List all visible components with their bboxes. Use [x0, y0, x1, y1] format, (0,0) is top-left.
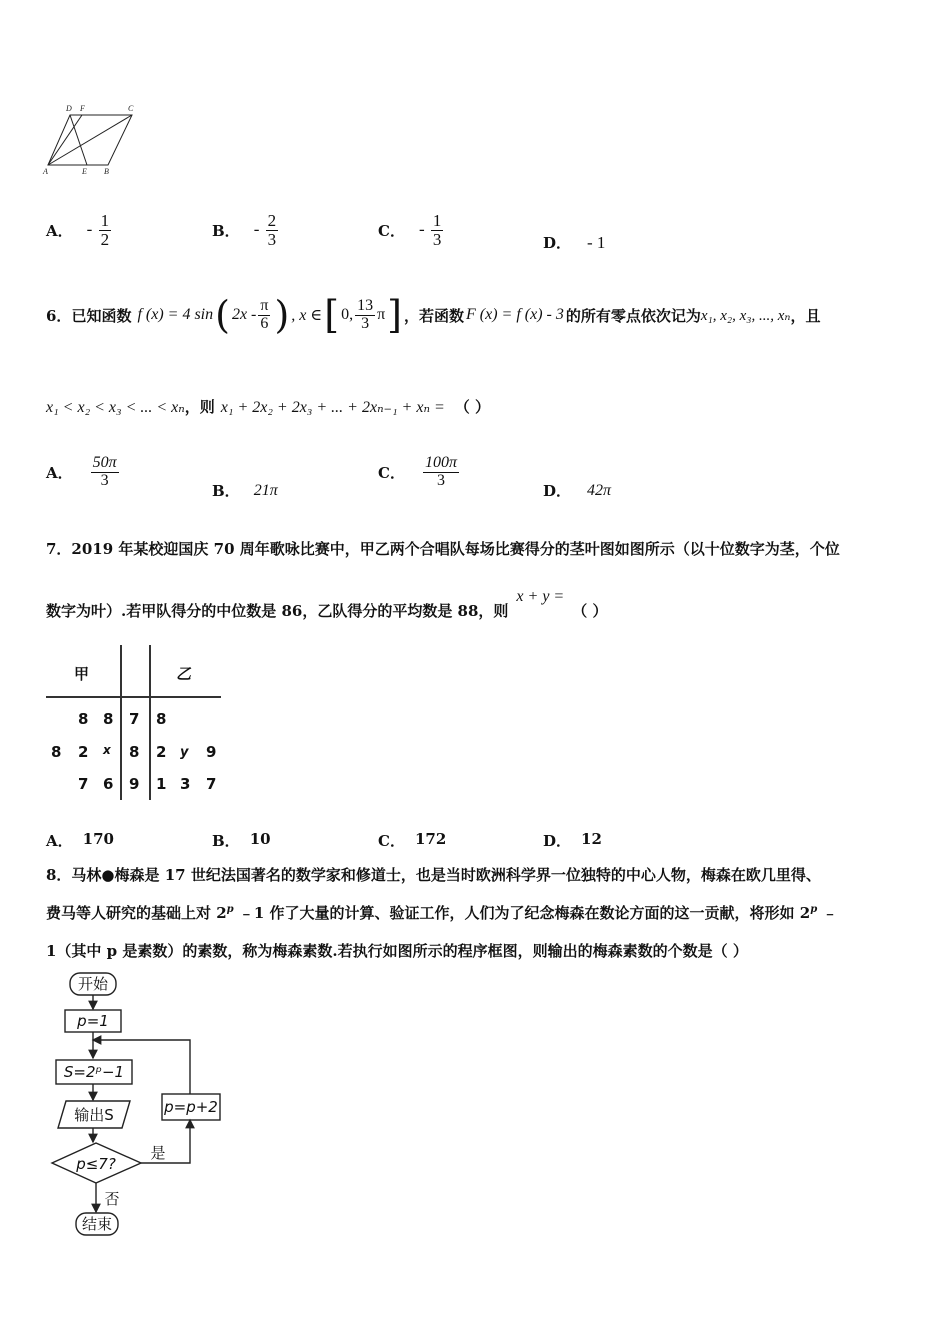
option-denominator: 3 [100, 471, 109, 489]
option-label: D． [543, 832, 572, 850]
label-f: F [80, 104, 85, 113]
q6-interval-pi: π [377, 306, 386, 323]
option-value: 10 [249, 830, 271, 848]
stem-value: 9 [129, 775, 140, 793]
q6-interval-num: 13 [357, 296, 374, 314]
flow-increment-label: p=p+2 [164, 1098, 218, 1116]
option-numerator: 50π [92, 454, 117, 471]
q5-option-d[interactable] [543, 232, 605, 253]
option-label: A． [46, 832, 73, 850]
leaf-right: 7 [206, 775, 217, 793]
q6-line2 [46, 396, 490, 417]
option-label: D． [543, 234, 572, 252]
q7-paren: （ ） [572, 602, 608, 620]
q6-F: F (x) = f (x) - 3 [466, 306, 564, 323]
q6-option-a[interactable] [46, 455, 121, 490]
q7-option-a[interactable] [46, 830, 114, 851]
q7-option-b[interactable] [212, 830, 271, 851]
q8-line2c: ﹣ [817, 904, 838, 922]
q8-line2b: ﹣1 作了大量的计算、验证工作，人们为了纪念梅森在数论方面的这一贡献，将形如 2 [233, 904, 811, 922]
q6-option-d[interactable] [543, 480, 611, 501]
q6-interval-den: 3 [361, 314, 370, 332]
q8-line3: 1（其中 p 是素数）的素数，称为梅森素数.若执行如图所示的程序框图，则输出的梅森素数的个数是（ ） [46, 942, 748, 960]
q6-tail2: ，且 [790, 306, 821, 325]
q6-line1: 6． 已知函数 f (x) = 4 sin ( 2x - $\frac{\pi}{6}$ ) , x ∈ [ 0, $\frac{13}{3}$ π ] ，若函数 F (x) = f (x) - 3 的所有零点依次记为 x₁, x₂, x₃, ..., xₙ ，且 [46, 293, 821, 337]
option-denominator: 3 [267, 229, 277, 249]
q6-paren: （ ） [454, 398, 490, 416]
parallelogram-figure [40, 100, 150, 178]
stem-value: 7 [129, 710, 140, 728]
q5-option-a[interactable] [46, 212, 113, 249]
stemleaf-head-left: 甲 [74, 665, 90, 683]
q6-pi-num: π [260, 296, 269, 314]
leaf-left: 8 [51, 743, 62, 761]
option-label: C． [378, 463, 405, 482]
option-value: - 1 [587, 232, 606, 252]
q8-sup-p: p [226, 904, 234, 915]
leaf-left: 8 [78, 710, 89, 728]
leaf-right: y [180, 745, 189, 760]
diagonal-ac [48, 115, 132, 165]
q5-option-b[interactable] [212, 212, 280, 249]
leaf-left: 2 [78, 743, 89, 761]
stemleaf-head-right: 乙 [176, 665, 192, 683]
q5-option-c[interactable] [378, 212, 445, 249]
q7-expr: x + y = [516, 588, 565, 605]
flow-end-label: 结束 [81, 1215, 113, 1233]
option-numerator: 1 [432, 211, 442, 230]
leaf-right: 8 [156, 710, 167, 728]
leaf-right: 1 [156, 775, 167, 793]
option-label: D． [543, 482, 572, 500]
flow-condition-label: p≤7? [76, 1155, 116, 1173]
option-value: 12 [581, 830, 602, 848]
q6-option-b[interactable] [212, 480, 278, 501]
option-denominator: 3 [436, 471, 445, 489]
option-label: B． [212, 482, 240, 500]
option-label: A． [46, 463, 73, 482]
leaf-left: x [103, 743, 111, 757]
option-label: C． [378, 832, 405, 850]
q6-zeros: x₁, x₂, x₃, ..., xₙ [700, 307, 791, 324]
label-e: E [82, 167, 87, 176]
label-d: D [66, 104, 72, 113]
q6-func: f (x) = 4 sin [137, 306, 214, 323]
option-label: A． [46, 221, 73, 240]
option-value: 172 [414, 830, 447, 848]
segment-fa [48, 115, 82, 165]
q6-then: ，则 [184, 398, 215, 416]
option-sign: - [86, 219, 93, 239]
q7-line2 [46, 588, 607, 621]
option-value: 21π [253, 481, 278, 499]
q6-option-c[interactable] [378, 455, 461, 490]
q6-tail: 的所有零点依次记为 [565, 306, 701, 325]
option-denominator: 2 [100, 229, 110, 249]
flowchart [50, 970, 230, 1240]
option-numerator: 1 [100, 211, 110, 230]
q7-line2-text: 数字为叶）.若甲队得分的中位数是 86，乙队得分的平均数是 88，则 [46, 602, 509, 620]
q6-sum: x₁ + 2x₂ + 2x₃ + ... + 2xₙ₋₁ + xₙ = [220, 398, 445, 416]
option-label: B． [212, 221, 240, 240]
flow-no-label: 否 [104, 1190, 120, 1208]
label-b: B [104, 167, 109, 176]
option-numerator: 2 [267, 211, 277, 230]
option-label: B． [212, 832, 240, 850]
q7-line1: 7．2019 年某校迎国庆 70 周年歌咏比赛中，甲乙两个合唱队每场比赛得分的茎叶图如图所示（以十位数字为茎，个位 [46, 540, 840, 558]
q7-option-d[interactable] [543, 830, 602, 851]
label-c: C [128, 104, 134, 113]
q6-inner: 2x - [231, 306, 257, 323]
option-sign: - [253, 219, 260, 239]
q6-pi-den: 6 [260, 314, 269, 332]
option-numerator: 100π [424, 454, 457, 471]
leaf-left: 6 [103, 775, 114, 793]
flow-init-label: p=1 [77, 1012, 109, 1030]
q6-number: 6． [46, 306, 72, 325]
leaf-right: 3 [180, 775, 191, 793]
label-a: A [43, 167, 48, 176]
stem-value: 8 [129, 743, 140, 761]
q6-order: x₁ < x₂ < x₃ < ... < xₙ [46, 398, 185, 416]
option-value: 42π [587, 481, 612, 499]
q6-mid: ，若函数 [403, 306, 464, 325]
q6-lead: 已知函数 [71, 306, 132, 325]
flow-start-label: 开始 [77, 975, 109, 993]
option-label: C． [378, 221, 405, 240]
option-denominator: 3 [432, 229, 442, 249]
flow-output-label: 输出S [74, 1106, 114, 1124]
q6-domain: , x ∈ [291, 307, 323, 324]
leaf-right: 2 [156, 743, 167, 761]
flow-yes-label: 是 [150, 1144, 166, 1162]
option-sign: - [418, 219, 425, 239]
q8-line1: 8．马林●梅森是 17 世纪法国著名的数学家和修道士，也是当时欧洲科学界一位独特的中心人物，梅森在欧几里得、 [46, 866, 821, 884]
q8-sup-p2: p [810, 904, 818, 915]
leaf-left: 8 [103, 710, 114, 728]
q8-line2 [46, 902, 837, 923]
stem-leaf-plot [46, 645, 221, 800]
q7-option-c[interactable] [378, 830, 446, 851]
q8-line2a: 费马等人研究的基础上对 2 [46, 904, 227, 922]
option-value: 170 [82, 830, 114, 848]
leaf-left: 7 [78, 775, 89, 793]
leaf-right: 9 [206, 743, 217, 761]
segment-de [70, 115, 87, 165]
flow-compute-label: S=2ᵖ−1 [63, 1063, 125, 1081]
q6-interval-left: 0, [341, 306, 354, 323]
